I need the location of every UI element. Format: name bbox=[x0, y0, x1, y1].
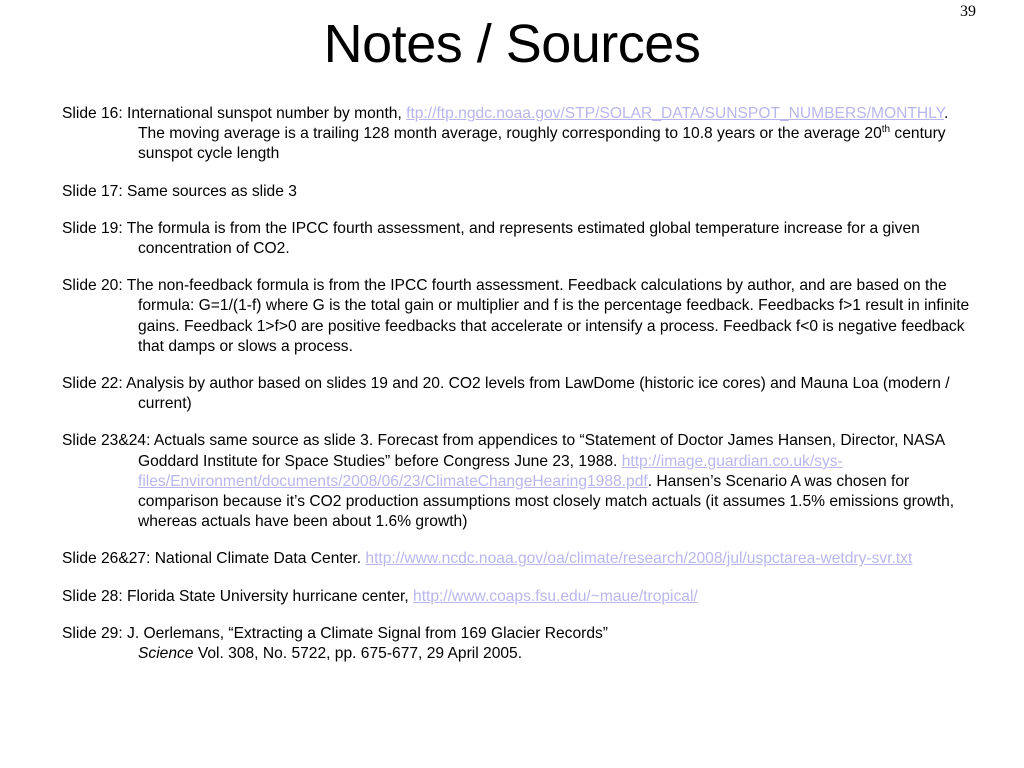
page-number: 39 bbox=[960, 3, 976, 20]
citation-line bbox=[138, 644, 977, 664]
slide-title: Notes / Sources bbox=[323, 14, 701, 74]
superscript: th bbox=[881, 124, 891, 136]
journal-name: Science bbox=[138, 645, 194, 663]
note-text: . Hansen’s Scenario A was chosen for comparison because it’s CO2 production assumptions most closely match actuals (it assumes 1.5% emissions growth, whereas actuals have been about 1.6% growth) bbox=[138, 472, 955, 531]
note-text: century sunspot cycle length bbox=[138, 125, 946, 163]
note-slide-16 bbox=[62, 104, 977, 165]
note-slide-22: Slide 22: Analysis by author based on slides 19 and 20. CO2 levels from LawDome (historic ice cores) and Mauna Loa (modern / current) bbox=[62, 375, 950, 413]
note-slide-23-24 bbox=[62, 431, 977, 532]
hansen-hearing-link[interactable]: http://image.guardian.co.uk/sys-files/Environment/documents/2008/06/23/ClimateChangeHearing1988.pdf bbox=[138, 452, 843, 490]
note-text: Slide 26&27: National Climate Data Center. bbox=[62, 550, 366, 568]
ncdc-data-link[interactable]: http://www.ncdc.noaa.gov/oa/climate/research/2008/jul/uspctarea-wetdry-svr.txt bbox=[365, 550, 913, 568]
note-slide-19: Slide 19: The formula is from the IPCC fourth assessment, and represents estimated global temperature increase for a given concentration of CO2. bbox=[62, 219, 920, 258]
sunspot-data-link[interactable]: ftp://ftp.ngdc.noaa.gov/STP/SOLAR_DATA/SUNSPOT_NUMBERS/MONTHLY bbox=[406, 105, 945, 122]
fsu-hurricane-link[interactable]: http://www.coaps.fsu.edu/~maue/tropical/ bbox=[413, 587, 698, 605]
note-slide-28 bbox=[62, 587, 977, 607]
note-text: . The moving average is a trailing 128 month average, roughly corresponding to 10.8 years or the average 20 bbox=[138, 105, 949, 143]
note-text: Slide 16: International sunspot number by month, bbox=[62, 105, 407, 122]
citation-text: Vol. 308, No. 5722, pp. 675-677, 29 April 2005. bbox=[193, 645, 523, 663]
note-slide-26-27 bbox=[62, 549, 977, 569]
note-slide-29 bbox=[62, 624, 977, 664]
note-text: Slide 29: J. Oerlemans, “Extracting a Climate Signal from 169 Glacier Records” bbox=[62, 624, 608, 642]
note-slide-20: Slide 20: The non-feedback formula is from the IPCC fourth assessment. Feedback calculations by author, and are based on the formula: G=1/(1-f) where G is the total gain or multiplier and f is the percentage feedback. Feedbacks f>1 result in infinite gains. Feedback 1>f>0 are positive feedbacks that accelerate or intensify a process. Feedback f<0 is negative feedback that damps or slows a process. bbox=[62, 277, 970, 355]
notes-list bbox=[62, 104, 977, 681]
note-text: Slide 23&24: Actuals same source as slide 3. Forecast from appendices to “Statement of Doctor James Hansen, Director, NASA Goddard Institute for Space Studies” before Congress June 23, 1988. bbox=[62, 432, 945, 470]
note-slide-17: Slide 17: Same sources as slide 3 bbox=[62, 182, 297, 200]
note-text: Slide 28: Florida State University hurricane center, bbox=[62, 587, 414, 605]
